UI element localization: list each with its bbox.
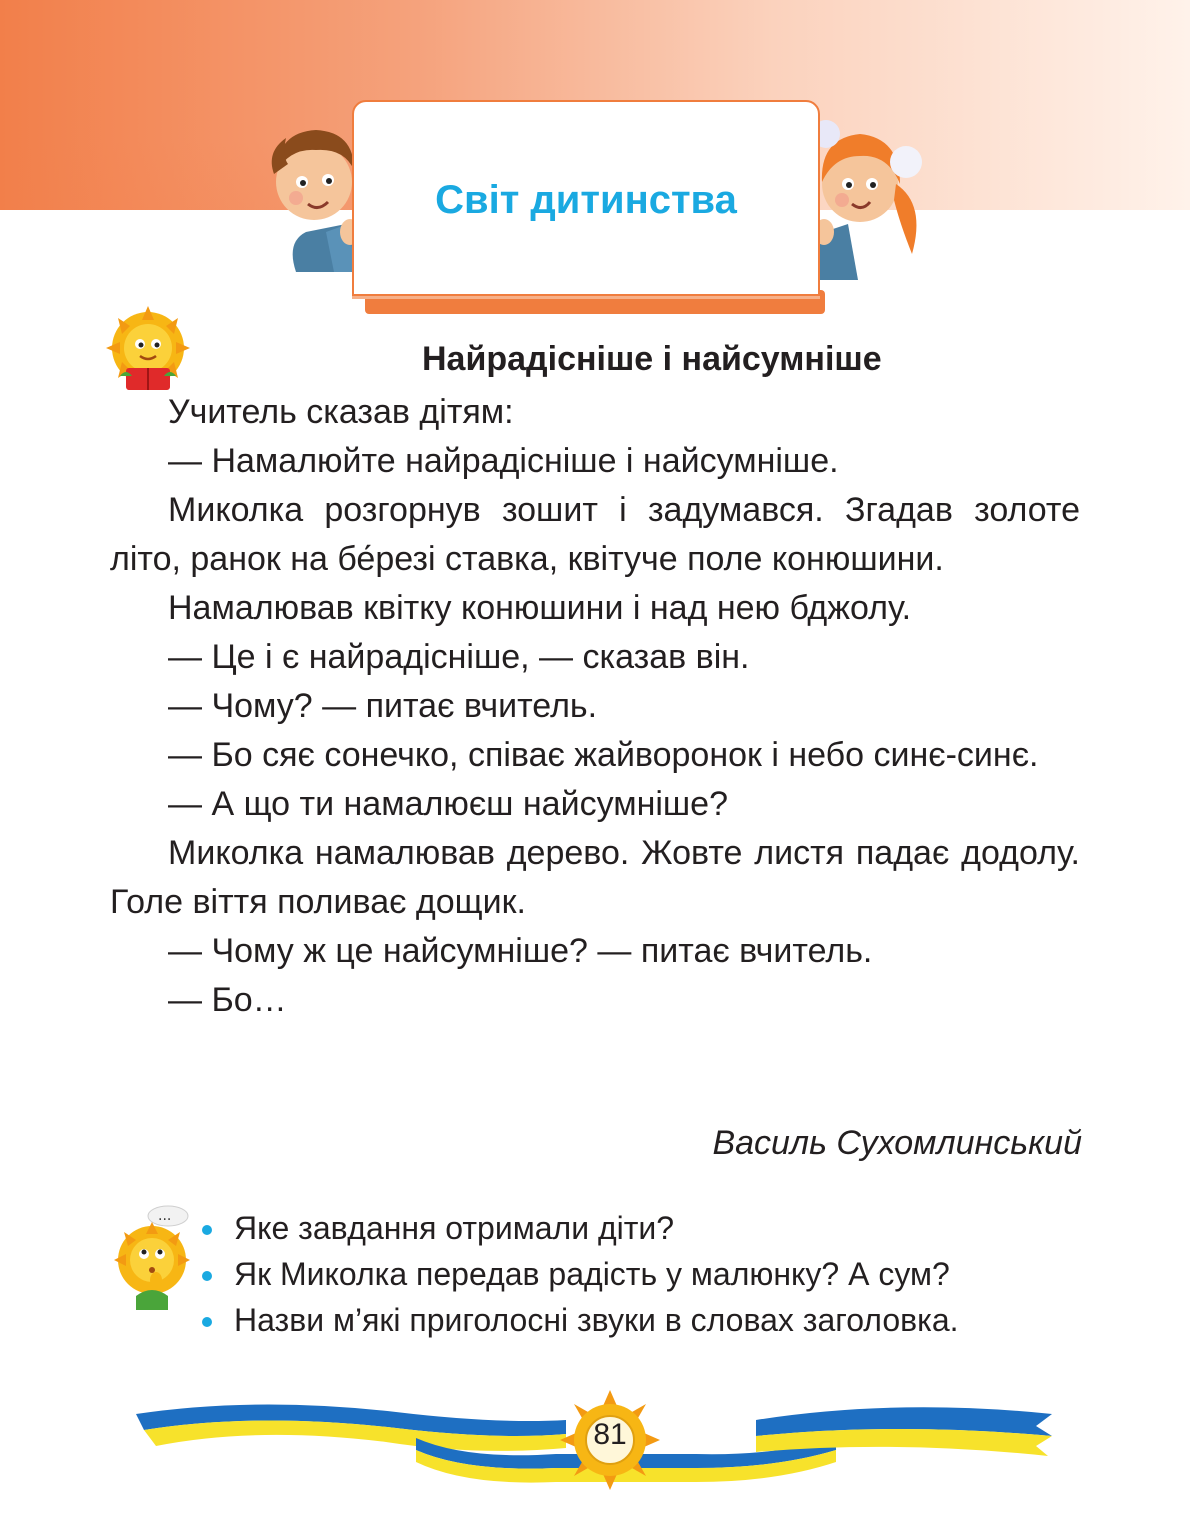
story-paragraph: Миколка розгорнув зошит і задумався. Згадав золоте літо, ранок на бе́резі ставка, квітуче поле конюшини. <box>110 491 1080 578</box>
story-paragraph: — А що ти намалюєш найсумніше? <box>168 785 729 823</box>
questions-list <box>200 1205 959 1343</box>
page-number-badge <box>560 1390 660 1490</box>
section-title: Світ дитинства <box>435 178 737 222</box>
girl-character-illustration <box>808 104 930 280</box>
sunflower-reading-icon <box>100 306 196 398</box>
story-paragraph: — Бо… <box>168 981 287 1019</box>
story-paragraph: — Намалюйте найрадісніше і найсумніше. <box>168 442 839 480</box>
section-title-book <box>352 100 820 296</box>
story-paragraph: Намалював квітку конюшини і над нею бджолу. <box>168 589 912 627</box>
story-paragraph: Учитель сказав дітям: <box>168 393 514 431</box>
story-paragraph: — Чому? — питає вчитель. <box>168 687 598 725</box>
question-item: Яке завдання отримали діти? <box>200 1205 959 1251</box>
story-author: Василь Сухомлинський <box>712 1124 1082 1162</box>
story-paragraph: — Бо сяє сонечко, співає жайворонок і небо синє-синє. <box>168 736 1039 774</box>
story-paragraph: — Це і є найрадісніше, — сказав він. <box>168 638 750 676</box>
story-paragraph: — Чому ж це найсумніше? — питає вчитель. <box>168 932 873 970</box>
story-title: Найрадісніше і найсумніше <box>422 340 882 378</box>
boy-character-illustration <box>256 112 366 272</box>
question-item: Як Миколка передав радість у малюнку? А сум? <box>200 1251 959 1297</box>
story-paragraph: Миколка намалював дерево. Жовте листя падає додолу. Голе віття поливає дощик. <box>110 834 1080 921</box>
page-number: 81 <box>593 1418 627 1451</box>
story-body <box>110 388 1080 1025</box>
question-item: Назви м’які приголосні звуки в словах заголовка. <box>200 1297 959 1343</box>
sunflower-thinking-icon <box>106 1204 202 1310</box>
svg-text:...: ... <box>158 1208 172 1224</box>
